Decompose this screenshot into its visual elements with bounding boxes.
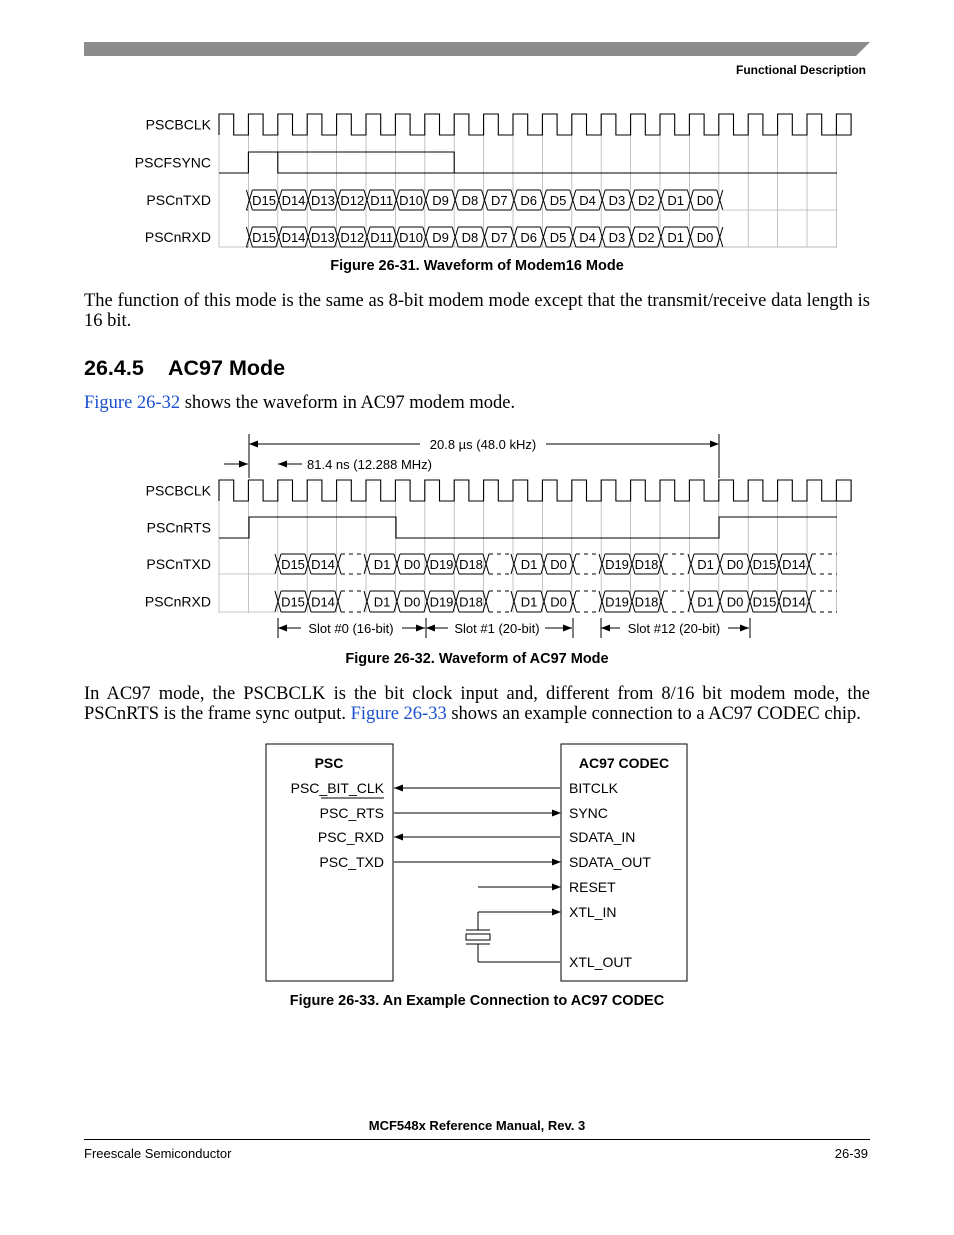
signal-label: PSCBCLK (145, 116, 211, 133)
psc-txd-group-bit-label: D15 (752, 557, 777, 572)
slot-0-label: Slot #0 (16-bit) (308, 621, 394, 636)
psc-rxd-group-bit-label: D1 (520, 594, 538, 610)
signal-label: PSCFSYNC (134, 154, 211, 171)
psc-rxd-group-bit-label: D15 (752, 594, 777, 610)
connection-arrowhead (552, 810, 561, 817)
psc-rxd-bit-label: D15 (252, 230, 277, 245)
footer-rule (84, 1139, 870, 1140)
slot-dimension-arrow (740, 625, 749, 632)
figure-26-33-caption: Figure 26-33. An Example Connection to AC97 CODEC (289, 993, 665, 1009)
psc-rxd-group-bit-label: D15 (281, 594, 305, 610)
psc-title: PSC (314, 755, 344, 771)
psc-txd-bit-label: D14 (281, 193, 306, 208)
figure-26-32-caption: Figure 26-32. Waveform of AC97 Mode (345, 651, 609, 667)
psc-rxd-bit-label: D14 (281, 230, 306, 245)
bit-period-arrow-left (239, 461, 248, 468)
xtl-in-arrowhead (552, 909, 561, 916)
psc-txd-group-bit-label: D0 (550, 557, 567, 572)
psc-rxd-group-bit-label: D0 (726, 594, 744, 610)
footer-company: Freescale Semiconductor (84, 1146, 232, 1161)
psc-rxd-group-bit-label: D14 (311, 594, 335, 610)
psc-rxd-group-bit-label: D1 (697, 594, 714, 610)
psc-txd-group-bit-label: D1 (520, 557, 538, 572)
paragraph-ac97-intro (84, 394, 870, 414)
psc-txd-bit-label: D12 (340, 193, 365, 208)
psc-rxd-bit-label: D12 (340, 230, 365, 245)
psc-txd-bit-label: D4 (579, 193, 596, 208)
connection-arrowhead (394, 785, 403, 792)
pscbclk-waveform (219, 114, 851, 135)
psc-txd-group-bit-label: D19 (605, 557, 629, 572)
signal-label: PSCnRXD (144, 229, 211, 245)
psc-txd-bit-label: D11 (370, 193, 394, 208)
slot-dimension-arrow (416, 625, 425, 632)
pscfsync-waveform (219, 152, 837, 173)
figure-26-33-connection-diagram (0, 735, 954, 990)
psc-txd-group-bit-label: D1 (697, 557, 714, 572)
frame-period-arrow-left (249, 441, 258, 448)
psc-txd-group-bit-label: D0 (403, 557, 421, 572)
header-section-title: Functional Description (735, 63, 866, 77)
psc-txd-group-bit-label: D18 (634, 557, 659, 572)
psc-txd-bit-label: D9 (432, 193, 449, 208)
psc-rxd-group-bit-label: D1 (373, 594, 391, 610)
bit-period-label: 81.4 ns (12.288 MHz) (307, 457, 433, 472)
psc-rxd-group-bit-label: D18 (459, 594, 483, 610)
signal-label: PSCnTXD (146, 556, 211, 572)
psc-rxd-group-bit-label: D18 (634, 594, 659, 610)
codec-pin-label: BITCLK (569, 780, 619, 796)
psc-txd-group-bit-label: D14 (782, 557, 806, 572)
pscbclk-waveform (219, 480, 851, 501)
slot-dimension-arrow (601, 625, 610, 632)
section-number: 26.4.5 (84, 356, 144, 380)
figure-26-33-link[interactable]: Figure 26-33 (350, 703, 447, 724)
reset-arrowhead (552, 884, 561, 891)
section-heading (84, 356, 285, 381)
signal-label: PSCBCLK (145, 482, 211, 499)
figure-26-31-waveform (0, 108, 954, 253)
paragraph-ac97-detail-text-1: In AC97 mode, the PSCBCLK is the bit clock input and, different from 8/16 bit modem mode, the PSCnRTS is the frame sync output. (84, 684, 870, 724)
psc-txd-group-bit-label: D19 (429, 557, 454, 572)
psc-rxd-bit-label: D0 (696, 230, 714, 245)
codec-pin-label: SDATA_OUT (569, 854, 651, 870)
frame-period-arrow-right (710, 441, 719, 448)
psc-rxd-group-bit-label: D19 (605, 594, 629, 610)
psc-rxd-group-bit-label: D0 (550, 594, 567, 610)
slot-dimension-arrow (563, 625, 572, 632)
psc-rxd-bit-label: D10 (399, 230, 424, 245)
psc-rxd-bit-label: D7 (490, 230, 508, 245)
psc-rxd-group-bit-label: D0 (403, 594, 421, 610)
codec-pin-label: SYNC (569, 805, 608, 821)
psc-txd-group-bit-label: D15 (281, 557, 305, 572)
paragraph-ac97-detail-text-2: shows an example connection to a AC97 CODEC chip. (446, 703, 861, 724)
signal-label: PSCnRXD (144, 593, 211, 610)
codec-title: AC97 CODEC (578, 755, 670, 771)
psc-txd-bit-label: D8 (461, 193, 479, 208)
slot-dimension-arrow (278, 625, 287, 632)
signal-label: PSCnRTS (146, 519, 211, 536)
psc-rxd-bit-label: D6 (520, 230, 538, 245)
psc-pin-label: PSC_RTS (319, 805, 384, 821)
psc-rxd-bit-label: D1 (667, 230, 685, 245)
footer-manual: MCF548x Reference Manual, Rev. 3 (368, 1118, 586, 1133)
psc-rxd-bit-label: D8 (461, 230, 479, 245)
psc-rxd-bit-label: D3 (608, 230, 626, 245)
paragraph-modem16: The function of this mode is the same as 8-bit modem mode except that the transmit/receive data length is 16 bit. (84, 291, 870, 331)
codec-pin-label: XTL_OUT (569, 954, 633, 970)
pscnrts-waveform (219, 517, 837, 538)
psc-txd-bit-label: D13 (310, 193, 335, 208)
figure-26-32-waveform (0, 428, 954, 643)
connection-arrowhead (394, 834, 403, 841)
psc-pin-label: PSC_RXD (317, 829, 384, 845)
psc-txd-bit-label: D7 (490, 193, 508, 208)
psc-txd-group-bit-label: D0 (726, 557, 744, 572)
psc-pin-label: PSC_TXD (319, 854, 384, 870)
figure-26-32-link[interactable]: Figure 26-32 (84, 393, 181, 413)
psc-txd-bit-label: D2 (637, 193, 655, 208)
figure-26-31-caption: Figure 26-31. Waveform of Modem16 Mode (330, 258, 624, 274)
footer-page-number: 26-39 (834, 1146, 868, 1161)
paragraph-ac97-detail (84, 685, 870, 724)
psc-rxd-bit-label: D4 (579, 230, 596, 245)
psc-txd-group-bit-label: D1 (373, 557, 391, 572)
psc-rxd-bit-label: D5 (549, 230, 567, 245)
psc-rxd-group-bit-label: D14 (782, 594, 806, 610)
psc-rxd-group-bit-label: D19 (429, 594, 454, 610)
psc-txd-bit-label: D6 (520, 193, 538, 208)
bit-period-arrow-right (278, 461, 287, 468)
header-bar (0, 0, 954, 60)
crystal-body (466, 934, 490, 940)
psc-txd-bit-label: D5 (549, 193, 567, 208)
slot-dimension-arrow (426, 625, 435, 632)
psc-txd-group-bit-label: D14 (311, 557, 335, 572)
psc-pin-label: PSC_BIT_CLK (290, 780, 384, 796)
psc-txd-bit-label: D15 (252, 193, 277, 208)
psc-rxd-bit-label: D13 (310, 230, 335, 245)
slot-12-label: Slot #12 (20-bit) (627, 621, 721, 636)
psc-txd-bit-label: D10 (399, 193, 424, 208)
codec-pin-label: RESET (569, 879, 616, 895)
signal-label: PSCnTXD (146, 192, 211, 208)
psc-txd-bit-label: D3 (608, 193, 626, 208)
psc-rxd-bit-label: D9 (432, 230, 449, 245)
section-title: AC97 Mode (168, 356, 286, 380)
psc-txd-bit-label: D0 (696, 193, 714, 208)
codec-pin-label: XTL_IN (569, 904, 617, 920)
connection-arrowhead (552, 859, 561, 866)
frame-period-label: 20.8 µs (48.0 kHz) (429, 437, 537, 452)
slot-1-label: Slot #1 (20-bit) (454, 621, 540, 636)
codec-pin-label: SDATA_IN (569, 829, 636, 845)
psc-txd-group-bit-label: D18 (459, 557, 483, 572)
psc-txd-bit-label: D1 (667, 193, 685, 208)
paragraph-ac97-intro-text: shows the waveform in AC97 modem mode. (180, 393, 516, 413)
psc-rxd-bit-label: D11 (370, 230, 394, 245)
psc-rxd-bit-label: D2 (637, 230, 655, 245)
